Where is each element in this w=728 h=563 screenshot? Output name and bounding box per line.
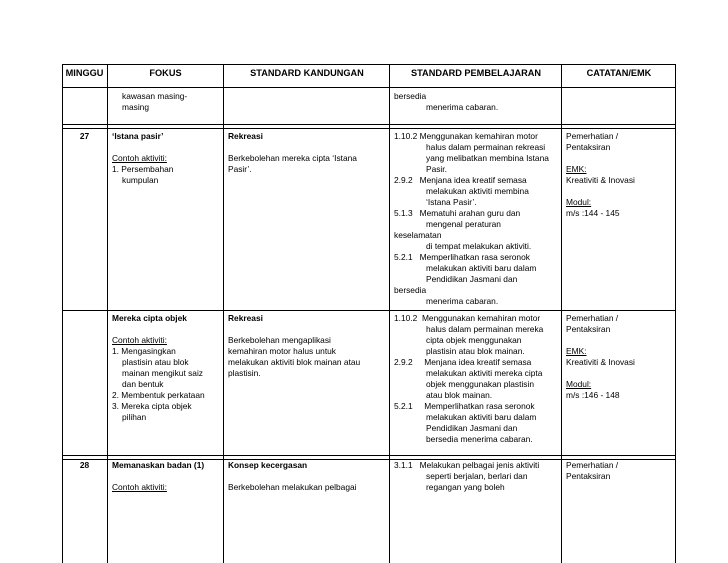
pembelajaran-cell-line: bersedia xyxy=(394,285,427,295)
catatan-cell-line: EMK: xyxy=(566,164,587,174)
catatan-cell-line: Pemerhatian / xyxy=(566,460,619,470)
catatan-cell-line: m/s :144 - 145 xyxy=(566,208,620,218)
catatan-cell-line: Pentaksiran xyxy=(566,142,611,152)
pembelajaran-cell-line: bersedia xyxy=(394,91,427,101)
catatan-cell-line: EMK: xyxy=(566,346,587,356)
fokus-cell-line: ‘Istana pasir’ xyxy=(112,131,164,141)
catatan-cell-line: Pemerhatian / xyxy=(566,131,619,141)
pembelajaran-cell-line: atau blok mainan. xyxy=(426,390,493,400)
kandungan-cell-line: Berkebolehan melakukan pelbagai xyxy=(228,482,357,492)
pembelajaran-cell-line: 5.2.1 Memperlihatkan rasa seronok xyxy=(394,252,530,262)
kandungan-cell-line: Berkebolehan mereka cipta ‘Istana xyxy=(228,153,357,163)
kandungan-cell-line: melakukan aktiviti blok mainan atau xyxy=(228,357,361,367)
pembelajaran-cell-line: halus dalam permainan mereka xyxy=(426,324,544,334)
pembelajaran-cell-line: di tempat melakukan aktiviti. xyxy=(426,241,532,251)
fokus-cell-line: 3. Mereka cipta objek xyxy=(112,401,192,411)
row-divider xyxy=(62,64,676,65)
pembelajaran-cell-line: melakukan aktiviti baru dalam xyxy=(426,412,537,422)
catatan-cell-line: Modul: xyxy=(566,197,592,207)
catatan-cell-line: Pemerhatian / xyxy=(566,313,619,323)
kandungan-cell-line: Berkebolehan mengaplikasi xyxy=(228,335,331,345)
column-divider xyxy=(675,64,676,563)
fokus-cell-line: 1. Persembahan xyxy=(112,164,174,174)
fokus-cell-line: kawasan masing- xyxy=(122,91,188,101)
pembelajaran-cell-line: Pendidikan Jasmani dan xyxy=(426,423,518,433)
pembelajaran-cell-line: 5.2.1 Memperlihatkan rasa seronok xyxy=(394,401,535,411)
kandungan-cell-line: plastisin. xyxy=(228,368,261,378)
pembelajaran-cell-line: ‘Istana Pasir’. xyxy=(426,197,477,207)
pembelajaran-cell-line: objek menggunakan plastisin xyxy=(426,379,535,389)
column-divider xyxy=(389,64,390,563)
pembelajaran-cell-line: bersedia menerima cabaran. xyxy=(426,434,533,444)
lesson-plan-table xyxy=(62,64,676,563)
pembelajaran-cell-line: mengenal peraturan xyxy=(426,219,501,229)
fokus-cell-line: Contoh aktiviti: xyxy=(112,153,167,163)
row-divider xyxy=(62,87,676,88)
pembelajaran-cell-line: melakukan aktiviti membina xyxy=(426,186,529,196)
catatan-cell-line: Modul: xyxy=(566,379,592,389)
pembelajaran-cell-line: 1.10.2 Menggunakan kemahiran motor xyxy=(394,313,541,323)
pembelajaran-cell-line: cipta objek menggunakan xyxy=(426,335,522,345)
pembelajaran-cell-line: keselamatan xyxy=(394,230,442,240)
pembelajaran-cell-line: plastisin atau blok mainan. xyxy=(426,346,525,356)
fokus-cell-line: kumpulan xyxy=(122,175,159,185)
column-divider xyxy=(62,64,63,563)
kandungan-cell-line: Konsep kecergasan xyxy=(228,460,308,470)
fokus-cell-line: Contoh aktiviti: xyxy=(112,335,167,345)
kandungan-cell-line: Rekreasi xyxy=(228,131,263,141)
week-number: 27 xyxy=(79,131,90,141)
pembelajaran-cell-line: Pendidikan Jasmani dan xyxy=(426,274,518,284)
pembelajaran-cell-line: melakukan aktiviti mereka cipta xyxy=(426,368,543,378)
fokus-cell-line: masing xyxy=(122,102,149,112)
column-divider xyxy=(223,64,224,563)
fokus-cell-line: mainan mengikut saiz xyxy=(122,368,203,378)
fokus-cell-line: 2. Membentuk perkataan xyxy=(112,390,205,400)
row-divider xyxy=(62,455,676,456)
pembelajaran-cell-line: 3.1.1 Melakukan pelbagai jenis aktiviti xyxy=(394,460,540,470)
kandungan-cell-line: Pasir’. xyxy=(228,164,252,174)
row-divider xyxy=(62,128,676,129)
fokus-cell-line: Mereka cipta objek xyxy=(112,313,187,323)
header-fokus: FOKUS xyxy=(149,68,182,78)
header-catatan-emk: CATATAN/EMK xyxy=(586,68,652,78)
column-divider xyxy=(107,64,108,563)
pembelajaran-cell-line: menerima cabaran. xyxy=(426,296,499,306)
header-standard-kandungan: STANDARD KANDUNGAN xyxy=(250,68,364,78)
fokus-cell-line: Contoh aktiviti: xyxy=(112,482,167,492)
pembelajaran-cell-line: 5.1.3 Mematuhi arahan guru dan xyxy=(394,208,521,218)
kandungan-cell-line: kemahiran motor halus untuk xyxy=(228,346,336,356)
fokus-cell-line: 1. Mengasingkan xyxy=(112,346,176,356)
pembelajaran-cell-line: menerima cabaran. xyxy=(426,102,499,112)
kandungan-cell-line: Rekreasi xyxy=(228,313,263,323)
catatan-cell-line: m/s :146 - 148 xyxy=(566,390,620,400)
catatan-cell-line: Pentaksiran xyxy=(566,324,611,334)
pembelajaran-cell-line: yang melibatkan membina Istana xyxy=(426,153,549,163)
fokus-cell-line: plastisin atau blok xyxy=(122,357,189,367)
catatan-cell-line: Kreativiti & Inovasi xyxy=(566,357,635,367)
pembelajaran-cell-line: 1.10.2 Menggunakan kemahiran motor xyxy=(394,131,538,141)
pembelajaran-cell-line: 2.9.2 Menjana idea kreatif semasa xyxy=(394,357,532,367)
pembelajaran-cell-line: halus dalam permainan rekreasi xyxy=(426,142,546,152)
header-minggu: MINGGU xyxy=(65,68,104,78)
fokus-cell-line: pilihan xyxy=(122,412,147,422)
row-divider xyxy=(62,459,676,460)
catatan-cell-line: Pentaksiran xyxy=(566,471,611,481)
pembelajaran-cell-line: 2.9.2 Menjana idea kreatif semasa xyxy=(394,175,527,185)
fokus-cell-line: Memanaskan badan (1) xyxy=(112,460,205,470)
pembelajaran-cell-line: seperti berjalan, berlari dan xyxy=(426,471,528,481)
pembelajaran-cell-line: Pasir. xyxy=(426,164,447,174)
catatan-cell-line: Kreativiti & Inovasi xyxy=(566,175,635,185)
row-divider xyxy=(62,124,676,125)
pembelajaran-cell-line: melakukan aktiviti baru dalam xyxy=(426,263,537,273)
header-standard-pembelajaran: STANDARD PEMBELAJARAN xyxy=(411,68,541,78)
row-divider xyxy=(62,310,676,311)
week-number: 28 xyxy=(79,460,90,470)
pembelajaran-cell-line: regangan yang boleh xyxy=(426,482,505,492)
fokus-cell-line: dan bentuk xyxy=(122,379,164,389)
column-divider xyxy=(561,64,562,563)
